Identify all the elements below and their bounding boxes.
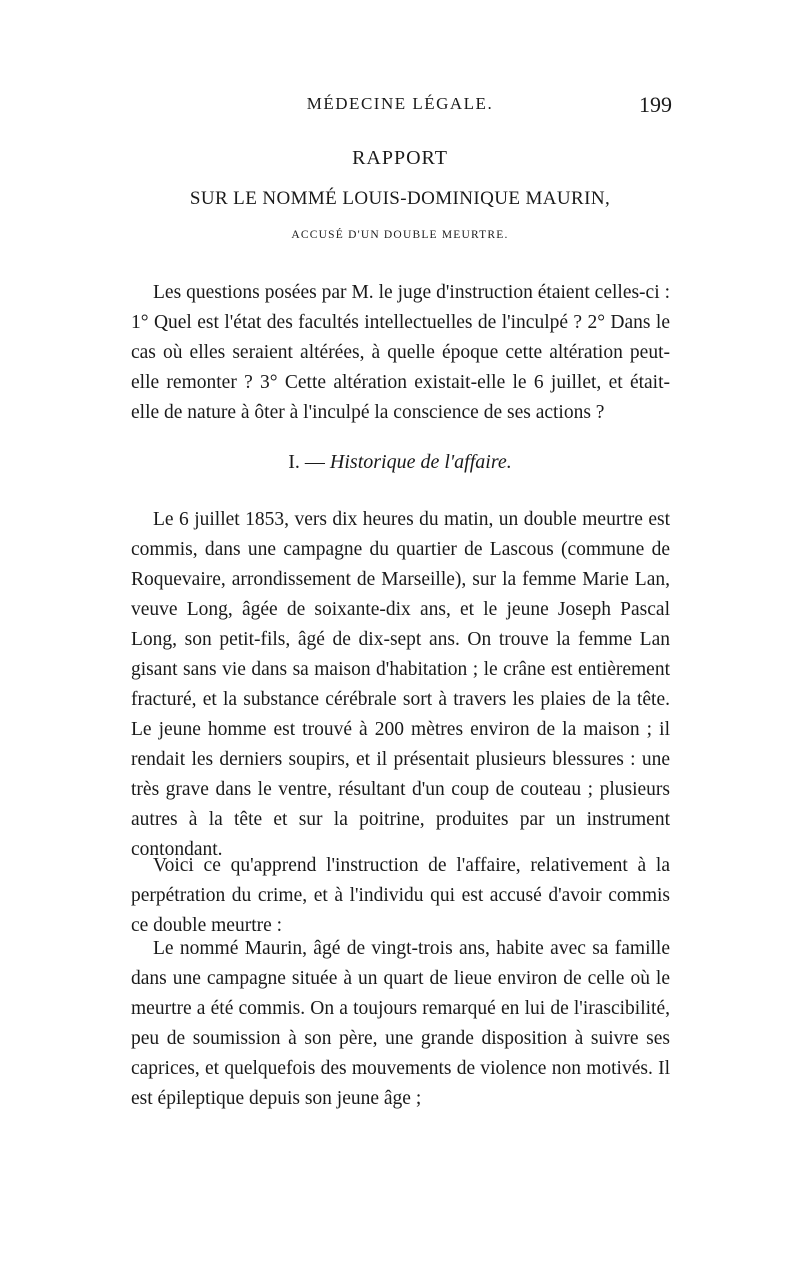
- section-dash: —: [304, 451, 325, 473]
- paragraph-crime-facts: Le 6 juillet 1853, vers dix heures du matin, un double meurtre est commis, dans une campagne du quartier de Lascous (commune de Roquevaire, arrondissement de Marseille), sur la femme Marie Lan, veuve Long, âgée de soixante-dix ans, et le jeune Joseph Pascal Long, son petit-fils, âgé de dix-sept ans. On trouve la femme Lan gisant sans vie dans sa maison d'habitation ; le crâne est entièrement fracturé, et la substance cérébrale sort à travers les plaies de la tête. Le jeune homme est trouvé à 200 mètres environ de la maison ; il rendait les derniers soupirs, et il présentait plusieurs blessures : une très grave dans le ventre, résultant d'un coup de couteau ; plusieurs autres à la tête et sur la poitrine, produites par un instrument contondant.: [131, 508, 670, 860]
- report-subtitle: SUR LE NOMMÉ LOUIS-DOMINIQUE MAURIN,: [189, 188, 611, 209]
- section-heading: [128, 451, 672, 474]
- section-number: I.: [288, 451, 300, 473]
- report-title: RAPPORT: [352, 147, 448, 169]
- paragraph-questions: Les questions posées par M. le juge d'instruction étaient celles-ci : 1° Quel est l'état des facultés intellectuelles de l'inculpé ? 2° Dans le cas où elles seraient altérées, à quelle époque cette altération peut-elle remonter ? 3° Cette altération existait-elle le 6 juillet, et était-elle de nature à ôter à l'inculpé la conscience de ses actions ?: [131, 281, 670, 423]
- running-head: [128, 94, 672, 122]
- page-number: 199: [639, 92, 672, 117]
- report-accused-line: ACCUSÉ D'UN DOUBLE MEURTRE.: [291, 229, 509, 241]
- paragraph-instruction: Voici ce qu'apprend l'instruction de l'affaire, relativement à la perpétration du crime, et à l'individu qui est accusé d'avoir commis ce double meurtre :: [131, 854, 670, 936]
- section-title: Historique de l'affaire.: [329, 451, 512, 473]
- running-title: MÉDECINE LÉGALE.: [306, 94, 494, 113]
- paragraph-maurin: Le nommé Maurin, âgé de vingt-trois ans, habite avec sa famille dans une campagne située à un quart de lieue environ de celle où le meurtre a été commis. On a toujours remarqué en lui de l'irascibilité, peu de soumission à son père, une grande disposition à suivre ses caprices, et quelquefois des mouvements de violence non motivés. Il est épileptique depuis son jeune âge ;: [131, 937, 670, 1109]
